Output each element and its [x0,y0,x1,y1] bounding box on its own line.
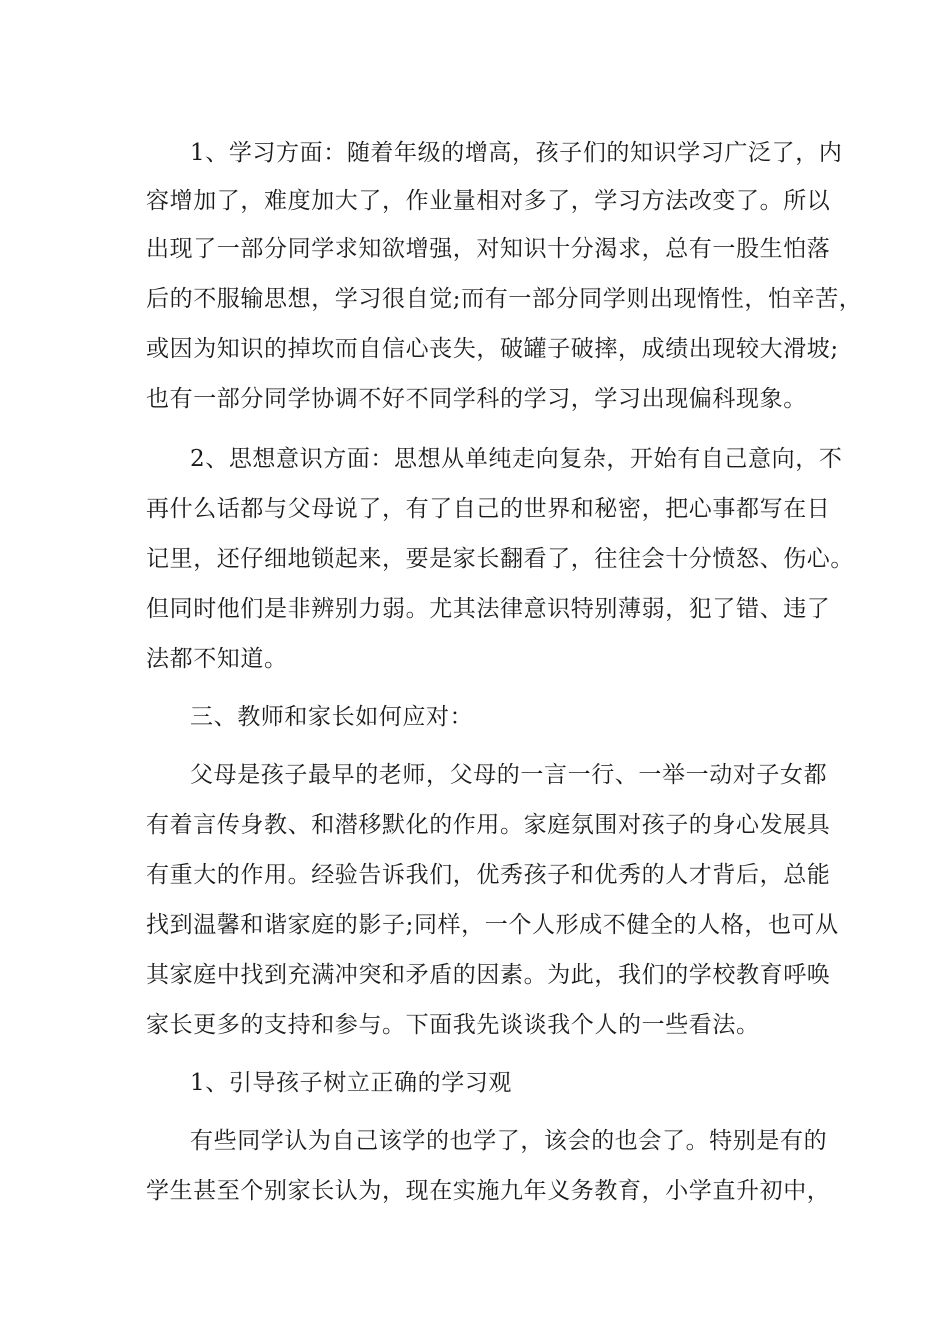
text-line: 后的不服输思想，学习很自觉;而有一部分同学则出现惰性，怕辛苦， [146,286,863,312]
text-line: 其家庭中找到充满冲突和矛盾的因素。为此，我们的学校教育呼唤 [146,962,831,988]
text-line: 家长更多的支持和参与。下面我先谈谈我个人的一些看法。 [146,1012,760,1038]
text-line: 学生甚至个别家长认为，现在实施九年义务教育，小学直升初中， [146,1178,831,1204]
text-line: 但同时他们是非辨别力弱。尤其法律意识特别薄弱，犯了错、违了 [146,596,831,622]
text-line: 2、思想意识方面：思想从单纯走向复杂，开始有自己意向，不 [190,446,843,472]
text-line: 也有一部分同学协调不好不同学科的学习，学习出现偏科现象。 [146,386,807,412]
text-line: 1、学习方面：随着年级的增高，孩子们的知识学习广泛了，内 [190,140,843,166]
text-line: 父母是孩子最早的老师，父母的一言一行、一举一动对子女都 [190,762,828,788]
text-line: 法都不知道。 [146,646,288,672]
text-line: 有着言传身教、和潜移默化的作用。家庭氛围对孩子的身心发展具 [146,812,831,838]
text-line: 再什么话都与父母说了，有了自己的世界和秘密，把心事都写在日 [146,496,831,522]
text-line: 容增加了，难度加大了，作业量相对多了，学习方法改变了。所以 [146,188,831,214]
text-line: 有些同学认为自己该学的也学了，该会的也会了。特别是有的 [190,1128,828,1154]
text-line: 有重大的作用。经验告诉我们，优秀孩子和优秀的人才背后，总能 [146,862,831,888]
subsection-heading: 1、引导孩子树立正确的学习观 [190,1070,513,1096]
text-line: 找到温馨和谐家庭的影子;同样，一个人形成不健全的人格，也可从 [146,912,839,938]
text-line: 记里，还仔细地锁起来，要是家长翻看了，往往会十分愤怒、伤心。 [146,546,854,572]
section-heading: 三、教师和家长如何应对： [190,704,474,730]
text-line: 或因为知识的掉坎而自信心丧失，破罐子破摔，成绩出现较大滑坡; [146,336,839,362]
text-line: 出现了一部分同学求知欲增强，对知识十分渴求，总有一股生怕落 [146,236,831,262]
